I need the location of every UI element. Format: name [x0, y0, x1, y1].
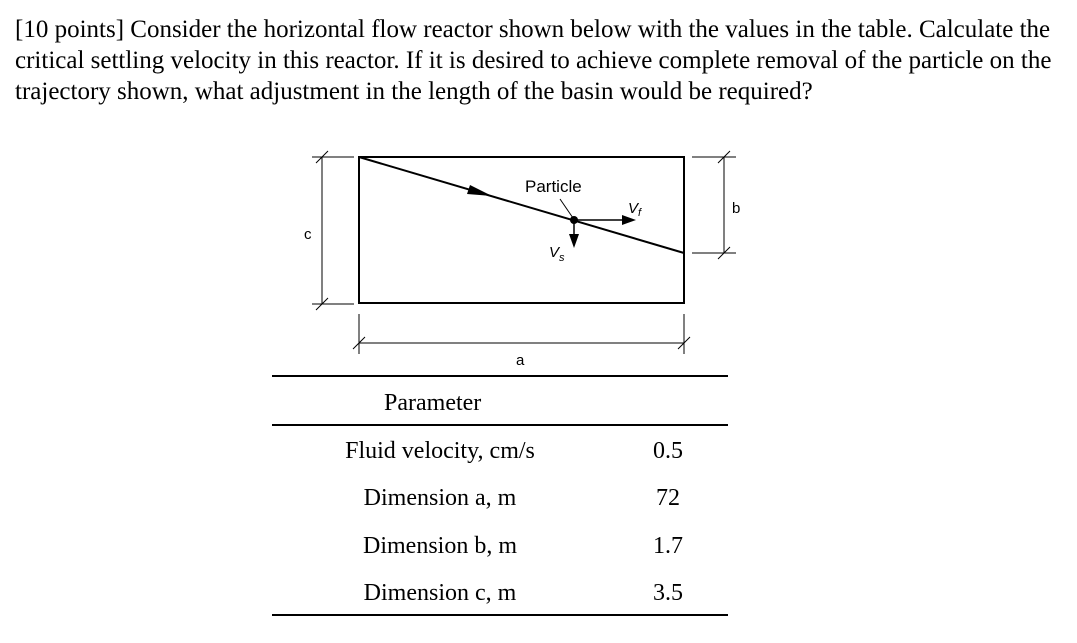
reactor-basin — [359, 157, 684, 303]
table-header-rule — [272, 424, 728, 426]
dimension-a-label: a — [516, 352, 525, 369]
dimension-c — [312, 151, 354, 310]
dimension-b-label: b — [732, 200, 741, 217]
table-row-value: 3.5 — [653, 580, 683, 606]
table-row-value: 72 — [656, 485, 680, 511]
vs-subscript: s — [559, 252, 565, 264]
vf-subscript: f — [638, 207, 642, 219]
table-row-param: Fluid velocity, cm/s — [345, 438, 535, 464]
dimension-c-label: c — [304, 226, 312, 243]
dimension-b — [692, 151, 736, 259]
table-top-rule — [272, 375, 728, 377]
table-row-param: Dimension b, m — [363, 533, 517, 559]
trajectory-arrowhead — [467, 185, 492, 196]
table-row-param: Dimension c, m — [363, 580, 517, 606]
question-text: [10 points] Consider the horizontal flow reactor shown below with the values in the table. Calculate the critical settling velocity in this reactor. If it is desired to achieve complete removal of the particle on the trajectory shown, what adjustment in the length of the basin would be required? — [15, 16, 1052, 105]
table-row-value: 0.5 — [653, 438, 683, 464]
vs-arrowhead — [569, 234, 579, 248]
vs-label: $V_s$ — [549, 244, 565, 264]
table-row-param: Dimension a, m — [363, 485, 517, 511]
particle-leader-line — [560, 199, 573, 218]
dimension-a — [353, 314, 690, 354]
table-header-parameter: Parameter — [384, 390, 482, 416]
table-row-value: 1.7 — [653, 533, 683, 559]
vf-label: $V_f$ — [628, 200, 642, 219]
table-bottom-rule — [272, 614, 728, 616]
particle-label: Particle — [525, 177, 582, 196]
